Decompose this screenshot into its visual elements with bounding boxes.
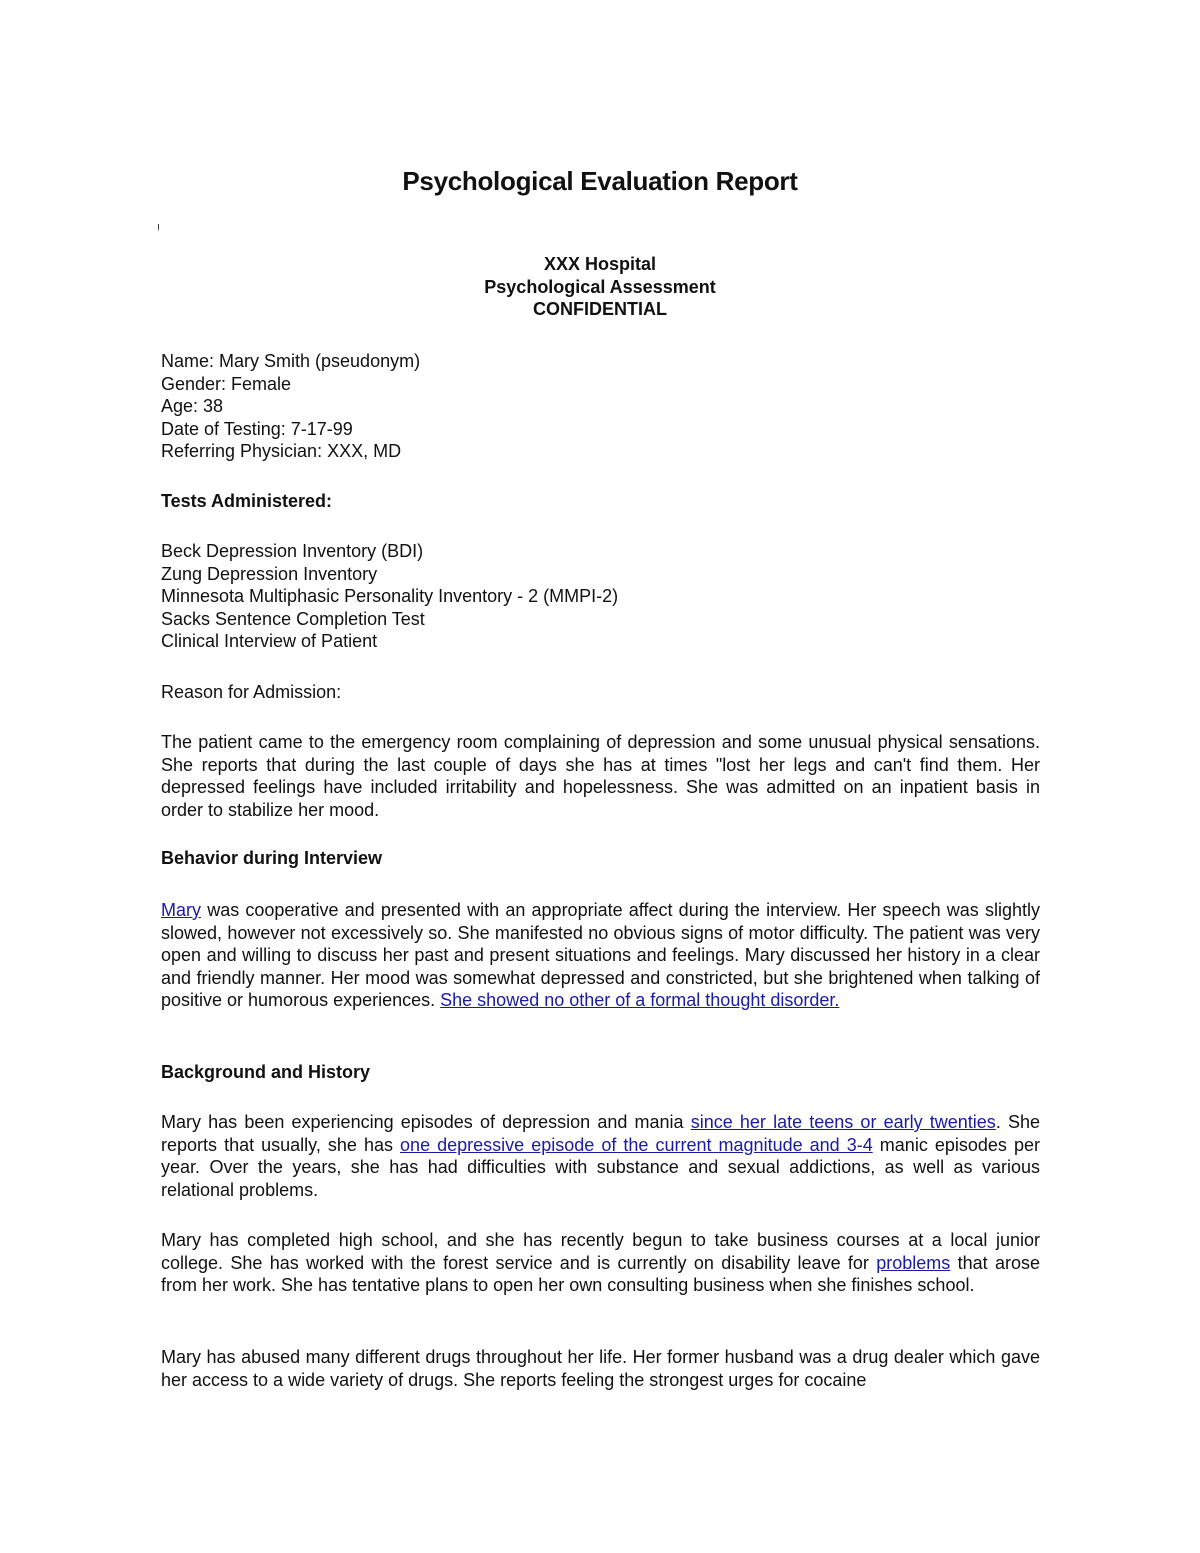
- tests-list: [161, 540, 1040, 653]
- test-item: Zung Depression Inventory: [161, 563, 378, 584]
- confidential-label: CONFIDENTIAL: [533, 299, 667, 319]
- background-text: Mary has been experiencing episodes of depression and mania: [161, 1112, 691, 1132]
- tests-heading: Tests Administered:: [161, 491, 333, 511]
- thought-disorder-link[interactable]: She showed no other of a formal thought disorder.: [440, 990, 840, 1010]
- patient-info: [161, 350, 1040, 463]
- testing-date: Date of Testing: 7-17-99: [161, 418, 353, 439]
- background-paragraph-3: Mary has abused many different drugs throughout her life. Her former husband was a drug dealer which gave her access to a wide variety of drugs. She reports feeling the strongest urges for cocaine: [161, 1347, 1040, 1390]
- mary-link[interactable]: Mary: [161, 900, 201, 920]
- background-paragraph-1: [161, 1111, 1040, 1201]
- admission-heading: Reason for Admission:: [161, 682, 342, 702]
- report-title: Psychological Evaluation Report: [402, 166, 798, 196]
- report-header: [0, 253, 1200, 321]
- background-paragraph-2: [161, 1229, 1040, 1297]
- margin-mark: [158, 224, 159, 230]
- patient-gender: Gender: Female: [161, 373, 292, 394]
- test-item: Minnesota Multiphasic Personality Inventory - 2 (MMPI-2): [161, 586, 619, 606]
- hospital-name: XXX Hospital: [543, 254, 657, 274]
- test-item: Beck Depression Inventory (BDI): [161, 541, 424, 561]
- episode-link[interactable]: one depressive episode of the current magnitude and 3-4: [400, 1134, 873, 1155]
- department-name: Psychological Assessment: [484, 276, 716, 297]
- patient-age: Age: 38: [161, 396, 224, 416]
- background-text: that arose from her work. She has tentative plans to open her own consulting business when she finishes school.: [161, 1252, 1040, 1295]
- admission-paragraph: The patient came to the emergency room complaining of depression and some unusual physical sensations. She reports that during the last couple of days she has at times "lost her legs and can't find them. Her depressed feelings have included irritability and hopelessness. She was admitted on an inpatient basis in order to stabilize her mood.: [161, 732, 1040, 820]
- background-heading: Background and History: [161, 1062, 371, 1082]
- patient-name: Name: Mary Smith (pseudonym): [161, 351, 421, 371]
- background-text: Mary has completed high school, and she has recently begun to take business courses at a local junior college. She has worked with the forest service and is currently on disability leave for: [161, 1230, 1040, 1273]
- onset-link[interactable]: since her late teens or early twenties: [690, 1112, 996, 1132]
- behavior-heading: Behavior during Interview: [161, 848, 383, 868]
- test-item: Sacks Sentence Completion Test: [161, 608, 425, 629]
- background-text: . She reports that usually, she has: [161, 1112, 1040, 1155]
- problems-link[interactable]: problems: [876, 1252, 951, 1273]
- behavior-paragraph: [161, 899, 1040, 1012]
- background-text: manic episodes per year. Over the years, she has had difficulties with substance and sexual addictions, as well as various relational problems.: [161, 1134, 1040, 1200]
- test-item: Clinical Interview of Patient: [161, 631, 378, 651]
- referring-physician: Referring Physician: XXX, MD: [161, 441, 402, 461]
- behavior-text: was cooperative and presented with an appropriate affect during the interview. Her speech was slightly slowed, however not excessively so. She manifested no obvious signs of motor difficulty. The patient was very open and willing to discuss her past and present situations and feelings. Mary discussed her history in a clear and friendly manner. Her mood was somewhat depressed and constricted, but she brightened when talking of positive or humorous experiences.: [161, 900, 1040, 1010]
